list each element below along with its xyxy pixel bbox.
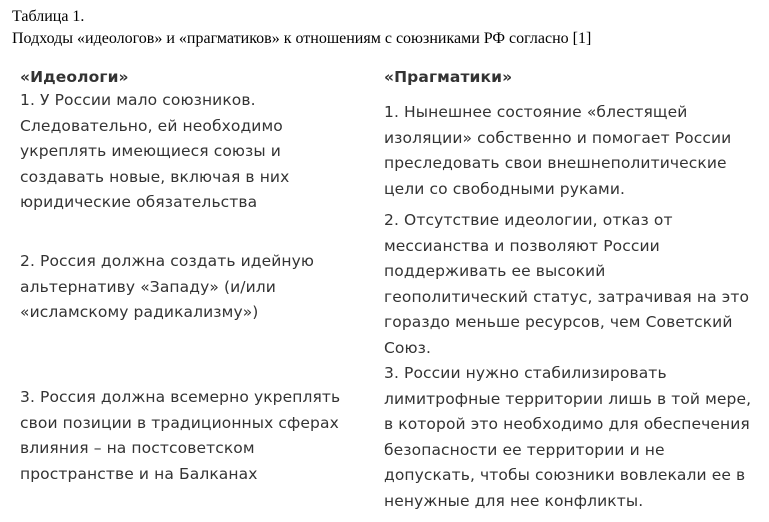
column-heading-ideologists: «Идеологи» — [20, 68, 129, 86]
text-line: 1. У России мало союзников. — [20, 91, 256, 109]
text-line: «исламскому радикализму») — [20, 303, 259, 321]
text-line: Союз. — [384, 338, 432, 357]
text-line: в которой это необходимо для обеспечения — [384, 415, 750, 433]
text-line: создавать новые, включая в них — [20, 167, 290, 186]
text-line: цели со свободными руками. — [384, 179, 626, 198]
text-line: мессианства и позволяют России — [384, 236, 660, 255]
text-line: 1. Нынешнее состояние «блестящей — [384, 103, 688, 121]
text-line: изоляции» собственно и помогает России — [384, 128, 732, 147]
text-line: альтернативу «Западу» (и/или — [20, 277, 276, 296]
column-ideologists — [20, 66, 345, 483]
text-line: лимитрофные территории лишь в той мере, — [384, 389, 752, 408]
text-line: 3. России нужно стабилизировать — [384, 364, 667, 382]
ideologists-point-3 — [20, 385, 340, 487]
text-line: 2. Россия должна создать идейную — [20, 252, 315, 270]
text-line: безопасности ее территории и не — [384, 440, 665, 459]
column-heading-pragmatists: «Прагматики» — [384, 68, 513, 86]
text-line: юридические обязательства — [20, 193, 258, 211]
text-line: гораздо меньше ресурсов, чем Советский — [384, 313, 733, 331]
text-line: пространстве и на Балканах — [20, 464, 258, 483]
text-line: преследовать свои внешнеполитические — [384, 154, 727, 172]
pragmatists-point-1 — [384, 100, 731, 202]
text-line: поддерживать ее высокий — [384, 262, 606, 280]
text-line: 2. Отсутствие идеологии, отказ от — [384, 211, 673, 229]
text-line: допускать, чтобы союзники вовлекали ее в — [384, 466, 746, 484]
text-line: укреплять имеющиеся союзы и — [20, 142, 281, 160]
text-line: Следовательно, ей необходимо — [20, 116, 283, 135]
text-line: свои позиции в традиционных сферах — [20, 413, 339, 432]
ideologists-point-2 — [20, 249, 314, 326]
text-line: ненужные для нее конфликты. — [384, 491, 644, 510]
text-line: геополитический статус, затрачивая на это — [384, 287, 750, 306]
table-number: Таблица 1. — [12, 8, 85, 25]
column-pragmatists — [384, 66, 764, 510]
text-line: влияния – на постсоветском — [20, 439, 255, 457]
ideologists-point-1 — [20, 88, 289, 216]
text-line: 3. Россия должна всемерно укреплять — [20, 388, 341, 406]
table-caption — [12, 6, 591, 50]
pragmatists-point-3 — [384, 361, 751, 514]
table-title: Подходы «идеологов» и «прагматиков» к отношениям с союзниками РФ согласно [1] — [12, 30, 592, 47]
pragmatists-point-2 — [384, 208, 749, 361]
